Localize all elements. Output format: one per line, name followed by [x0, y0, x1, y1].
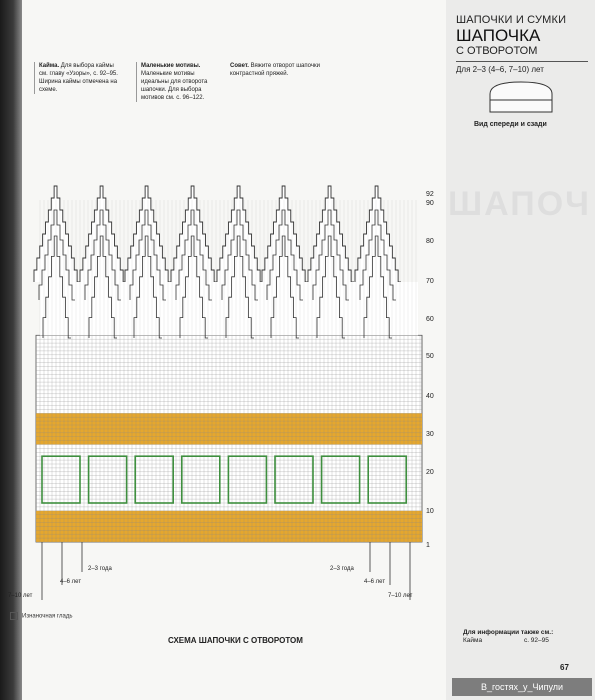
size-label: 2–3 года [88, 566, 112, 572]
row-number: 90 [426, 200, 434, 207]
size-label: 4–6 лет [60, 579, 82, 585]
crown-peak [355, 186, 401, 282]
row-number: 30 [426, 431, 434, 438]
crown-peak [171, 186, 217, 282]
row-number: 20 [426, 469, 434, 476]
size-range: Для 2–3 (4–6, 7–10) лет [456, 65, 544, 74]
tip-note-text: Вяжите отворот шапочки контрастной пряжей. [230, 63, 320, 77]
size-label: 2–3 года [330, 566, 354, 572]
size-label: 4–6 лет [364, 579, 386, 585]
border-note-title: Кайма. [39, 63, 60, 69]
row-number: 1 [426, 542, 430, 549]
info-pages: с. 92–95 [523, 637, 549, 644]
info-label: Кайма [463, 637, 483, 644]
size-label: 7–10 лет [388, 593, 413, 599]
legend [10, 612, 72, 620]
border-note-text: Для выбора каймы см. главу «Узоры», с. 92–95. Ширина каймы отмечена на схеме. [39, 63, 118, 93]
crown-peak [34, 186, 80, 282]
project-subtitle: С ОТВОРОТОМ [456, 45, 538, 57]
size-label: 7–10 лет [8, 593, 33, 599]
sidebar-header [456, 14, 588, 74]
row-number: 40 [426, 393, 434, 400]
row-number: 80 [426, 238, 434, 245]
hat-silhouette [488, 80, 554, 114]
series-title: ШАПОЧКИ И СУМКИ [456, 14, 567, 26]
info-title: Для информации также см.: [463, 629, 554, 636]
ghost-print-through: ШАПОЧ [448, 185, 592, 223]
chart-title: СХЕМА ШАПОЧКИ С ОТВОРОТОМ [168, 636, 303, 645]
crown-peak [80, 186, 126, 282]
purl-swatch [10, 612, 18, 620]
crown-peak [262, 186, 308, 282]
view-label: Вид спереди и сзади [474, 121, 547, 128]
header-divider [456, 61, 588, 62]
motifs-note-title: Маленькие мотивы. [141, 63, 201, 69]
tip-note-title: Совет. [230, 63, 249, 69]
row-number: 50 [426, 353, 434, 360]
watermark: В_гостях_у_Чипули [452, 678, 592, 696]
legend-purl-label: Изнаночная гладь [22, 613, 73, 620]
row-number: 10 [426, 508, 434, 515]
motifs-note-text: Маленькие мотивы идеальны для отворота шапочки. Для выбора мотивов см. с. 96–122. [141, 71, 208, 101]
crown-peak [308, 186, 354, 282]
page-number: 67 [560, 663, 569, 672]
row-number: 70 [426, 278, 434, 285]
row-number: 60 [426, 316, 434, 323]
project-title: ШАПОЧКА [456, 26, 541, 45]
row-number: 92 [426, 191, 434, 198]
info-box [463, 629, 553, 645]
